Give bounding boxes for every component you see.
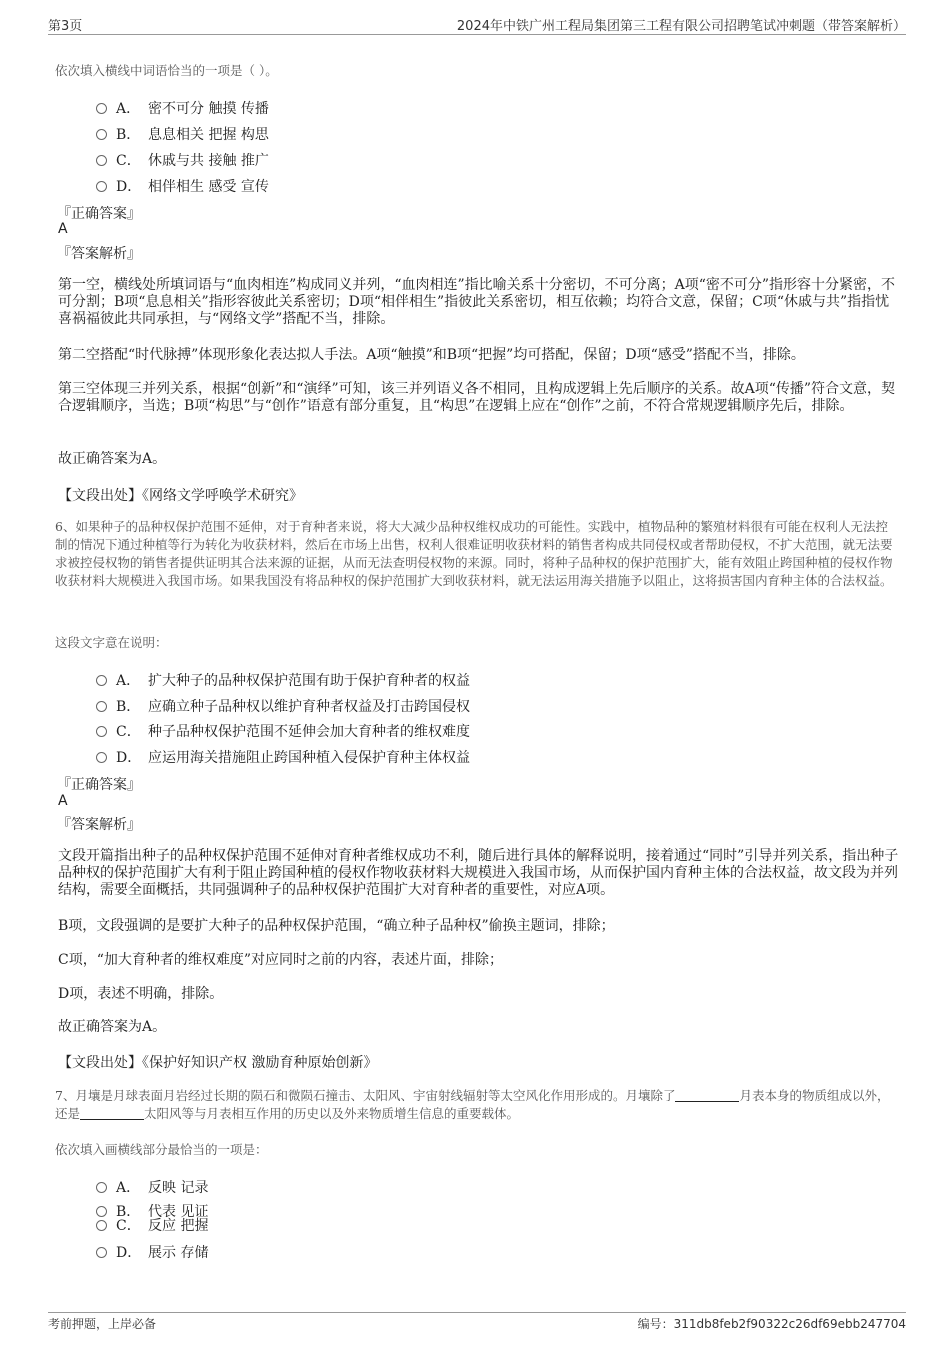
q5-option-a[interactable]: A． 密不可分 触摸 传播: [96, 98, 269, 118]
q5-analysis-p1: 第一空，横线处所填词语与“血肉相连”构成同义并列，“血肉相连”指比喻关系十分密切，不可分离；A项“密不可分”指形容十分紧密，不可分割；B项“息息相关”指形容彼此关系密切；D项“相伴相生”指彼此关系密切，相互依赖；均符合文意，保留；C项“休戚与共”指指忧喜祸福彼此共同承担，与“网络文学”搭配不当，排除。: [58, 277, 896, 327]
radio-icon[interactable]: [96, 1220, 107, 1231]
q6-analysis-p1: 文段开篇指出种子的品种权保护范围不延伸对育种者维权成功不利，随后进行具体的解释说明，接着通过“同时”引导并列关系，指出种子品种权的保护范围扩大有利于阻止跨国种植的侵权作物收获材料大规模进入我国市场，从而保护国内育种主体的合法权益，故文段为并列结构，需要全面概括，共同强调种子的品种权保护范围扩大对育种者的重要性，对应A项。: [58, 848, 899, 898]
q5-option-b[interactable]: B． 息息相关 把握 构思: [96, 124, 269, 144]
blank-line-2: [80, 1107, 144, 1120]
q6-answer-label: 『正确答案』: [57, 777, 141, 793]
q7-option-d[interactable]: D． 展示 存储: [96, 1242, 208, 1262]
q5-option-d[interactable]: D． 相伴相生 感受 宣传: [96, 176, 269, 196]
q7-option-a[interactable]: A． 反映 记录: [96, 1177, 208, 1197]
q6-analysis-p3: C项，“加大育种者的维权难度”对应同时之前的内容，表述片面，排除；: [58, 952, 504, 968]
radio-icon[interactable]: [96, 752, 107, 763]
q7-option-c[interactable]: C． 反应 把握: [96, 1215, 208, 1235]
page-number: 第3页: [48, 19, 83, 34]
header-divider: [48, 34, 906, 35]
q6-option-c[interactable]: C． 种子品种权保护范围不延伸会加大育种者的维权难度: [96, 721, 470, 741]
radio-icon[interactable]: [96, 181, 107, 192]
radio-icon[interactable]: [96, 103, 107, 114]
q6-analysis-p4: D项，表述不明确，排除。: [58, 986, 224, 1002]
q7-passage: 7、月壤是月球表面月岩经过长期的陨石和微陨石撞击、太阳风、宇宙射线辐射等太空风化作用形成的。月壤除了 月表本身的物质组成以外，还是 太阳风等与月表相互作用的历史以及外来物质增生信息的重要载体。: [55, 1088, 890, 1121]
q5-analysis-p2: 第二空搭配“时代脉搏”体现形象化表达拟人手法。A项“触摸”和B项“把握”均可搭配，保留；D项“感受”搭配不当，排除。: [58, 347, 805, 363]
q5-answer: A: [58, 221, 68, 237]
document-title: 2024年中铁广州工程局集团第三工程有限公司招聘笔试冲刺题（带答案解析）: [456, 19, 906, 34]
q6-option-b[interactable]: B． 应确立种子品种权以维护育种者权益及打击跨国侵权: [96, 696, 470, 716]
q5-prompt: 依次填入横线中词语恰当的一项是（ ）。: [55, 63, 278, 78]
q5-option-c[interactable]: C． 休戚与共 接触 推广: [96, 150, 269, 170]
q5-analysis-p3: 第三空体现三并列关系，根据“创新”和“演绎”可知，该三并列语义各不相同，且构成逻辑上先后顺序的关系。故A项“传播”符合文意，契合逻辑顺序，当选；B项“构思”与“创作”语意有部分重复，且“构思”在逻辑上应在“创作”之前，不符合常规逻辑顺序先后，排除。: [58, 381, 896, 414]
q7-option-b[interactable]: B． 代表 见证: [96, 1201, 208, 1221]
q6-prompt: 这段文字意在说明：: [55, 635, 168, 650]
q6-analysis-p2: B项，文段强调的是要扩大种子的品种权保护范围，“确立种子品种权”偷换主题词，排除；: [58, 918, 615, 934]
q5-source: 【文段出处】《网络文学呼唤学术研究》: [58, 488, 303, 504]
blank-line-1: [675, 1089, 739, 1102]
radio-icon[interactable]: [96, 1182, 107, 1193]
q6-passage: 6、如果种子的品种权保护范围不延伸，对于育种者来说，将大大减少品种权维权成功的可能性。实践中，植物品种的繁殖材料很有可能在权利人无法控制的情况下通过种植等行为转化为收获材料，然后在市场上出售，权利人很难证明收获材料的销售者构成共同侵权或者帮助侵权，不扩大范围，就无法要求被控侵权物的销售者提供证明其合法来源的证据，从而无法查明侵权物的来源。同时，将种子品种权的保护范围扩大，能有效阻止跨国种植的侵权作物收获材料大规模进入我国市场。如果我国没有将品种权的保护范围扩大到收获材料，就无法运用海关措施予以阻止，这将损害国内育种主体的合法权益。: [55, 519, 893, 588]
q7-prompt: 依次填入画横线部分最恰当的一项是：: [55, 1142, 268, 1157]
q6-analysis-label: 『答案解析』: [57, 817, 141, 833]
q6-option-d[interactable]: D． 应运用海关措施阻止跨国种植入侵保护育种主体权益: [96, 747, 470, 767]
radio-icon[interactable]: [96, 129, 107, 140]
q6-analysis-p5: 故正确答案为A。: [58, 1019, 167, 1035]
q5-analysis-label: 『答案解析』: [57, 246, 141, 262]
radio-icon[interactable]: [96, 726, 107, 737]
radio-icon[interactable]: [96, 675, 107, 686]
radio-icon[interactable]: [96, 701, 107, 712]
q5-analysis-p4: 故正确答案为A。: [58, 451, 167, 467]
q6-option-a[interactable]: A． 扩大种子的品种权保护范围有助于保护育种者的权益: [96, 670, 470, 690]
radio-icon[interactable]: [96, 1247, 107, 1258]
page-header: [48, 12, 906, 34]
footer-slogan: 考前押题，上岸必备: [48, 1317, 157, 1331]
footer-divider: [48, 1312, 906, 1313]
q5-answer-label: 『正确答案』: [57, 206, 141, 222]
document-id: 编号：311db8feb2f90322c26df69ebb247704: [637, 1317, 906, 1331]
radio-icon[interactable]: [96, 155, 107, 166]
q6-answer: A: [58, 793, 68, 809]
q6-source: 【文段出处】《保护好知识产权 激励育种原始创新》: [58, 1055, 378, 1071]
